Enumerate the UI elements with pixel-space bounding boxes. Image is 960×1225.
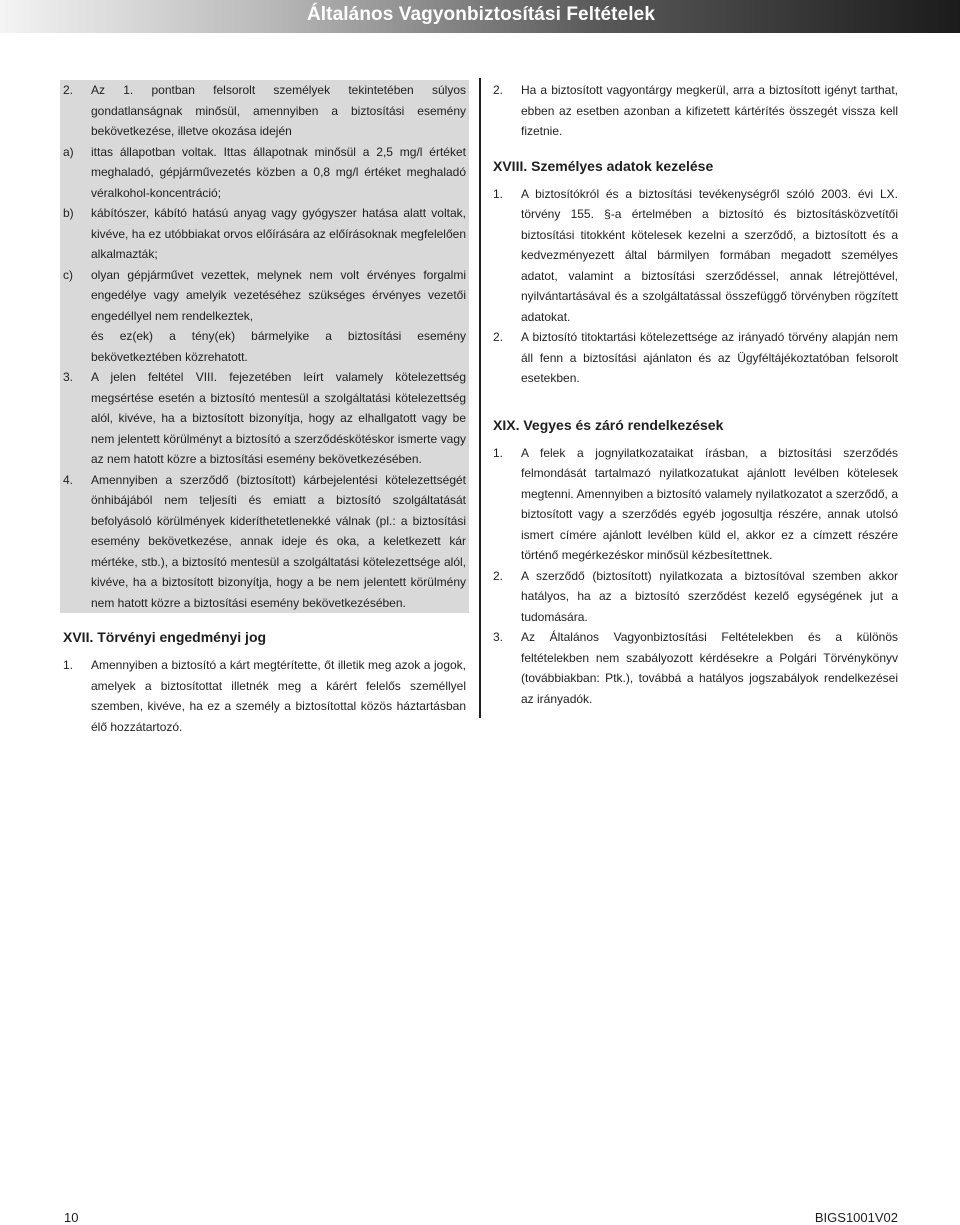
item-number: 1. (493, 186, 504, 201)
sub-item (63, 142, 466, 204)
list-item (493, 443, 898, 566)
section-title-xviii: XVIII. Személyes adatok kezelése (493, 157, 714, 174)
sub-item-label: a) (63, 144, 74, 159)
list-item (493, 184, 898, 328)
column-divider (479, 78, 481, 718)
sub-item-text: ittas állapotban voltak. Ittas állapotnak minősül a 2,5 mg/l értéket meghaladó, gépjárművezetés közben a 0,8 mg/l értéket meghaladó véralkohol-koncentráció; (91, 144, 466, 200)
list-item (493, 80, 898, 142)
item-closing-text: és ez(ek) a tény(ek) bármelyike a biztosítási esemény bekövetkeztében közrehatott. (91, 329, 466, 364)
list-item (63, 367, 466, 470)
item-text: Az Általános Vagyonbiztosítási Feltételekben és a különös feltételekben nem szabályozott kérdésekre a Polgári Törvénykönyv (továbbiakban: Ptk.), továbbá a hatályos jogszabályok rendelkezései az irányadók. (521, 630, 898, 706)
list-item (493, 327, 898, 389)
list-item (63, 470, 466, 614)
item-text: Amennyiben a biztosító a kárt megtérítette, őt illetik meg azok a jogok, amelyek a biztosítottat illetnék meg a kárért felelős személlyel szemben, kivéve, ha ez a személy a biztosítottal közös háztartásban élő hozzátartozó. (91, 658, 466, 734)
item-text: Amennyiben a szerződő (biztosított) kárbejelentési kötelezettségét önhibájából nem teljesíti és emiatt a biztosító szolgáltatását befolyásoló körülmények kideríthetetlenekké válnak (pl.: a biztosítási esemény bekövetkezése, annak ideje és oka, a keletkezett kár mértéke, stb.), a biztosító mentesül a szolgáltatási kötelezettsége alól, kivéve, ha a biztosított bizonyítja, hogy a be nem jelentett körülmény nem hatott közre a biztosítási esemény bekövetkezésében. (91, 472, 466, 610)
sub-item-text: kábítószer, kábító hatású anyag vagy gyógyszer hatása alatt voltak, kivéve, ha ez utóbbiakat orvos előírására az előírásoknak megfelelően alkalmazták; (91, 206, 466, 261)
item-number: 4. (63, 472, 74, 487)
sub-item (63, 265, 466, 327)
item-text: A biztosító titoktartási kötelezettsége az irányadó törvény alapján nem áll fenn a biztosítási ajánlaton és az Ügyféltájékoztatóban felsorolt esetekben. (521, 330, 898, 385)
sub-item (63, 203, 466, 265)
item-number: 2. (63, 83, 74, 97)
item-number: 3. (493, 630, 504, 644)
highlighted-block (60, 80, 469, 613)
page-number: 10 (64, 1210, 79, 1225)
item-number: 1. (63, 658, 74, 672)
page-header-bar (0, 0, 960, 33)
item-number: 2. (493, 330, 504, 344)
list-item (493, 566, 898, 628)
sub-item-label: b) (63, 206, 74, 220)
section-title-xvii: XVII. Törvényi engedményi jog (63, 629, 267, 645)
left-column (63, 80, 466, 737)
item-text: A biztosítókról és a biztosítási tevékenységről szóló 2003. évi LX. törvény 155. §-a értelmében a biztosító és biztosításközvetítői biztosítási titokként kötelesek kezelni a szerződő, a biztosított és a kedvezményezett által bármilyen formában megadott személyes adatot, valamint a biztosítási szerződéssel, annak létrejöttével, nyilvántartásával és a szolgáltatással összefüggő törvényben rögzített adatokat. (521, 186, 898, 324)
document-code: BIGS1001V02 (814, 1210, 898, 1225)
right-column (493, 80, 898, 709)
item-text: Ha a biztosított vagyontárgy megkerül, arra a biztosított igényt tarthat, ebben az esetben azonban a kifizetett kártérítés összegét vissza kell fizetnie. (521, 83, 898, 138)
section-title-xix: XIX. Vegyes és záró rendelkezések (493, 416, 724, 433)
item-number: 2. (493, 83, 504, 97)
item-text: A felek a jognyilatkozataikat írásban, a biztosítási szerződés felmondását tartalmazó nyilatkozatukat ajánlott levélben kötelesek megtenni. Amennyiben a biztosító valamely nyilatkozatot a szerződő, a biztosított vagy a szerződés egyéb jogosultja részére, annak utolsó ismert címére ajánlott levélben küld el, akkor ez a címzett részére történő megérkezéskor minősül kézbesítettnek. (521, 445, 898, 562)
item-number: 2. (493, 568, 504, 583)
item-text: A jelen feltétel VIII. fejezetében leírt valamely kötelezettség megsértése esetén a biztosító mentesül a szolgáltatási kötelezettség alól, kivéve, ha a biztosított bizonyítja, hogy az elhallgatott vagy be nem jelentett körülményt a biztosító a szerződéskötéskor ismerte vagy az nem hatott közre a biztosítási esemény bekövetkezésében. (91, 370, 466, 466)
list-item (493, 627, 898, 709)
item-text: Az 1. pontban felsorolt személyek tekintetében súlyos gondatlanságnak minősül, amennyiben a biztosítási esemény bekövetkezése, illetve okozása idején (91, 83, 466, 138)
sub-item-label: c) (63, 267, 73, 282)
page-header-title: Általános Vagyonbiztosítási Feltételek (306, 4, 655, 25)
item-number: 3. (63, 370, 74, 384)
list-item (63, 80, 466, 142)
item-text: A szerződő (biztosított) nyilatkozata a biztosítóval szemben akkor hatályos, ha az a biztosító szerződést kezelő egységének jut a tudomására. (521, 568, 898, 624)
item-number: 1. (493, 445, 504, 460)
sub-item-text: olyan gépjárművet vezettek, melynek nem volt érvényes forgalmi engedélye vagy amelyik vezetéséhez szükséges érvényes vezetői engedéllyel nem rendelkeztek, (91, 267, 466, 323)
list-item (63, 655, 466, 737)
